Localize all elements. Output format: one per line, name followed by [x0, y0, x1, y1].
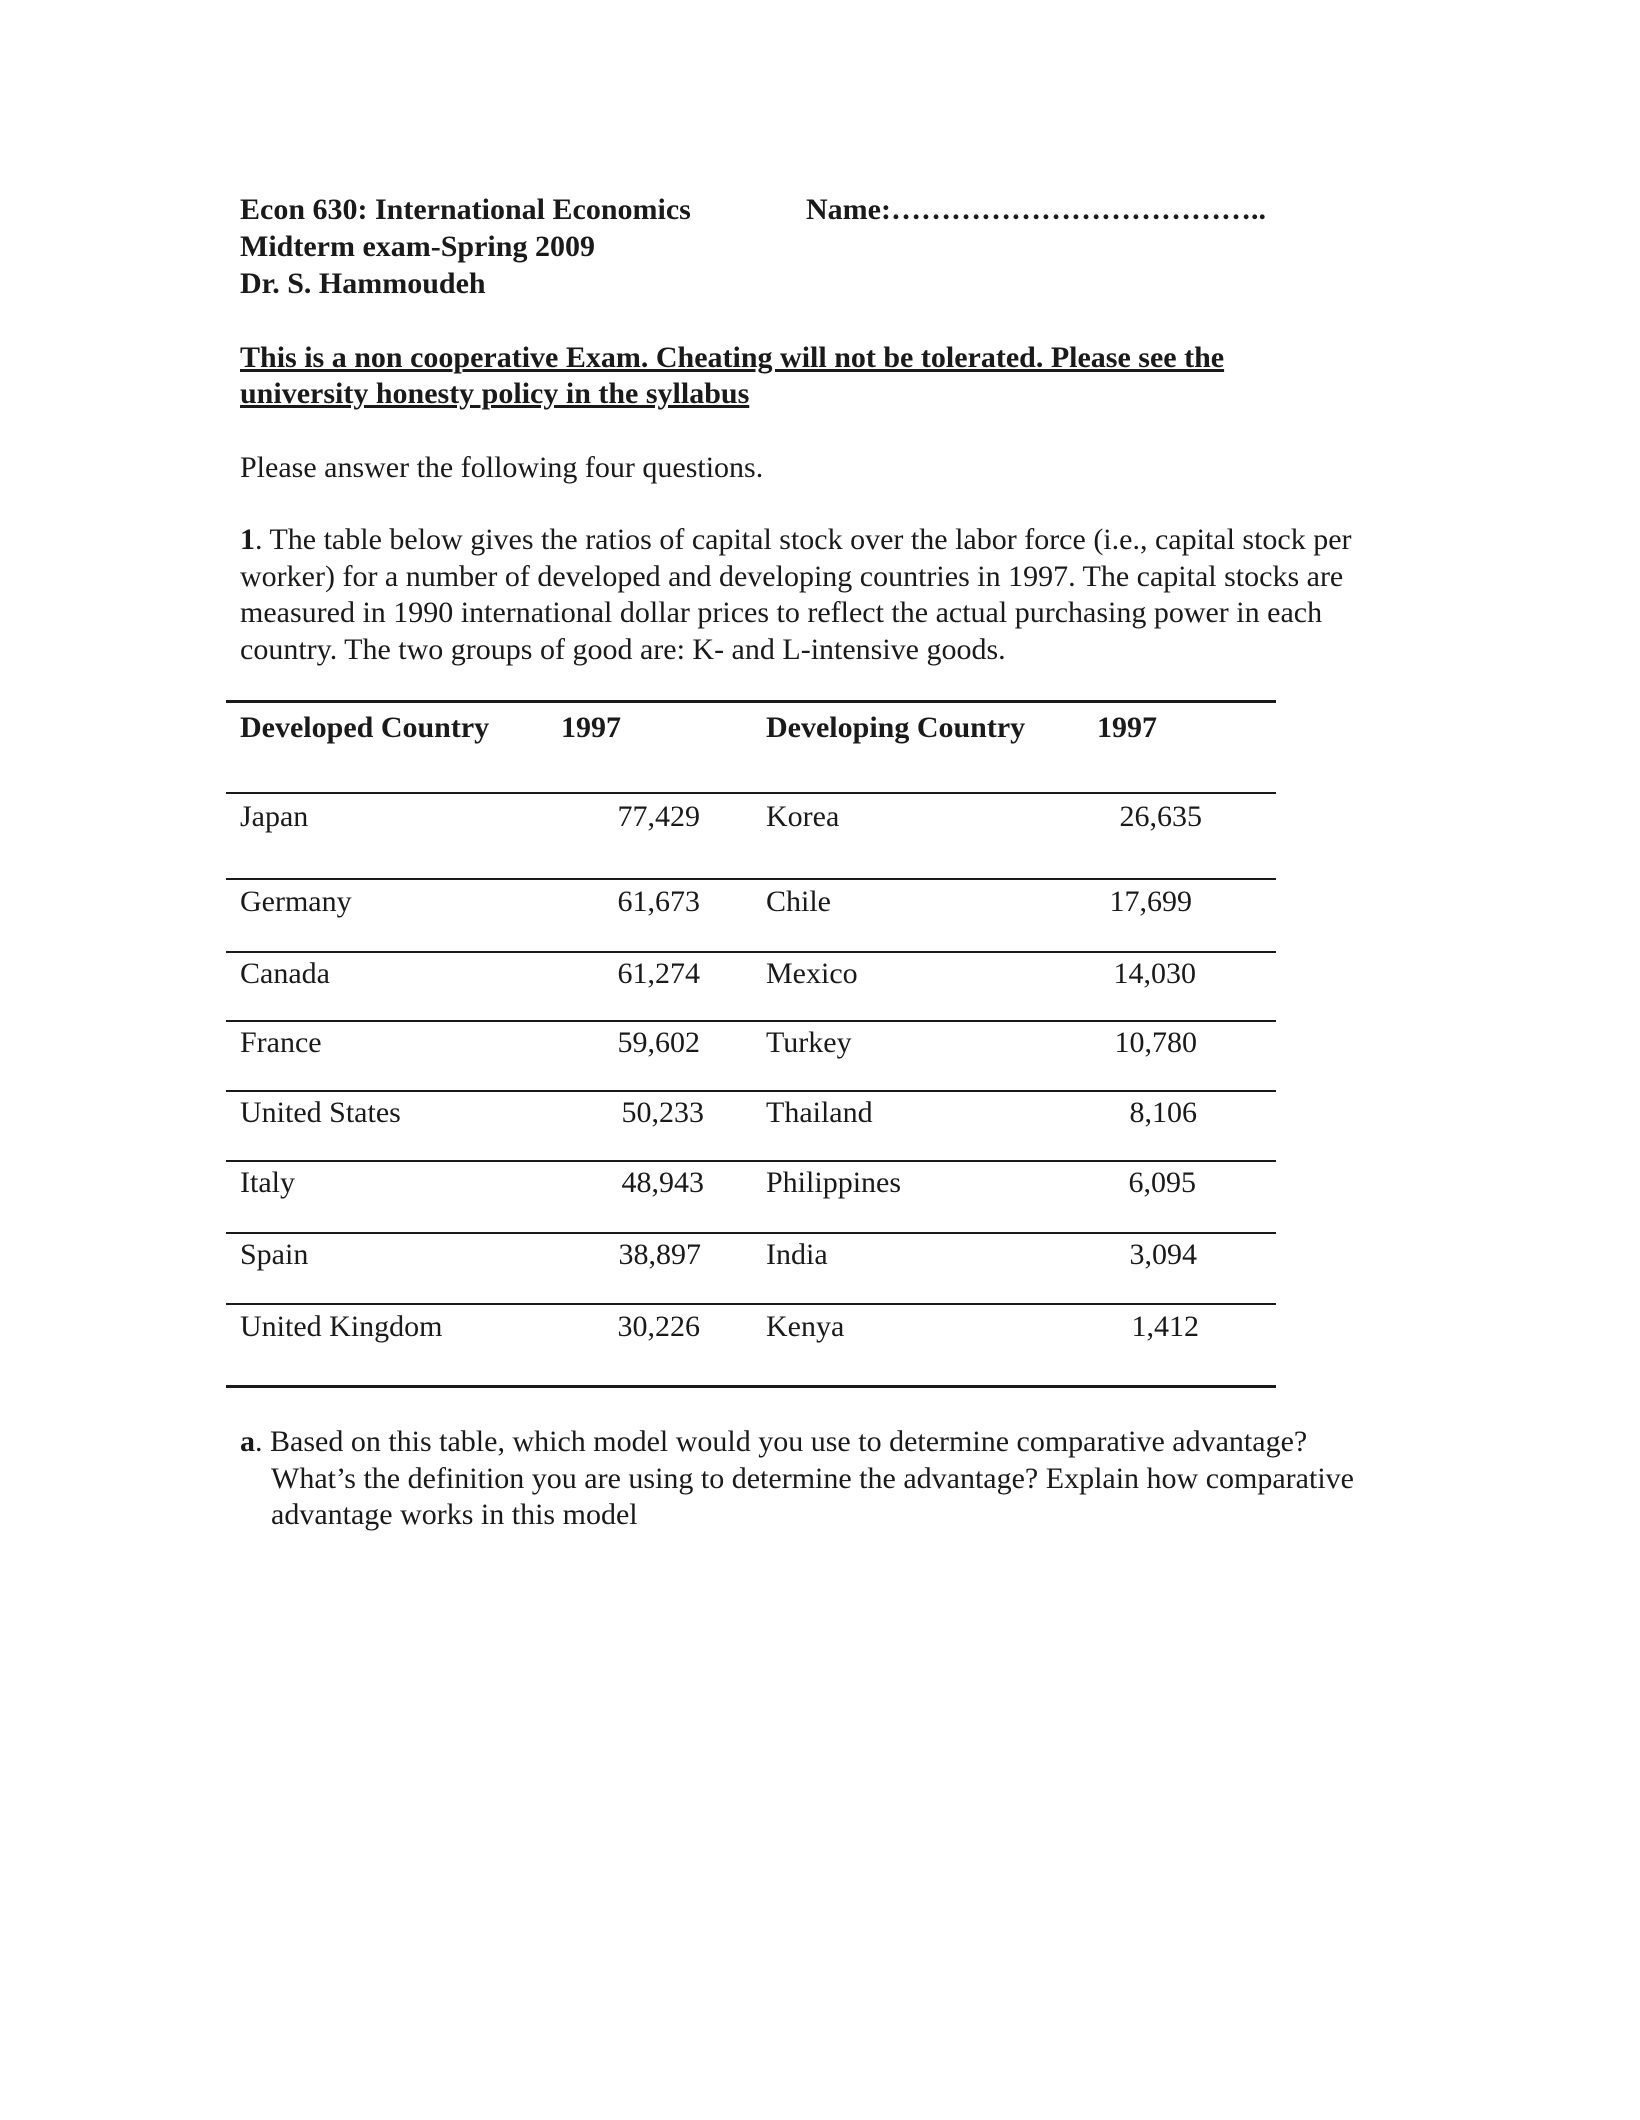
developing-country-cell: Thailand	[766, 1096, 873, 1129]
developing-country-cell: Chile	[766, 885, 831, 918]
developed-country-cell: France	[240, 1026, 322, 1059]
table-bottom-rule	[226, 1385, 1276, 1388]
developing-country-cell: Philippines	[766, 1166, 902, 1199]
question-a-text: . Based on this table, which model would you use to determine comparative advantage? What’s the definition you are using to determine the advantage? Explain how comparative advantage works in this model	[255, 1425, 1354, 1531]
row-rule	[226, 1160, 1276, 1162]
developed-value-cell: 61,673	[617, 885, 700, 918]
developed-country-cell: United Kingdom	[240, 1310, 443, 1343]
developing-value-cell: 26,635	[1119, 800, 1202, 833]
question-1	[240, 522, 1390, 668]
developed-value-cell: 59,602	[617, 1026, 700, 1059]
developing-value-cell: 8,106	[1129, 1096, 1197, 1129]
developing-country-cell: Mexico	[766, 957, 858, 990]
developed-value-cell: 48,943	[621, 1166, 704, 1199]
row-rule	[226, 1020, 1276, 1022]
developing-country-cell: Korea	[766, 800, 840, 833]
exam-title: Midterm exam-Spring 2009	[240, 230, 595, 263]
developing-value-cell: 1,412	[1131, 1310, 1199, 1343]
header-developed-year: 1997	[561, 711, 621, 744]
developed-country-cell: Germany	[240, 885, 352, 918]
header-developing-year: 1997	[1097, 711, 1157, 744]
question-1-number: 1	[240, 523, 255, 556]
developing-value-cell: 17,699	[1109, 885, 1192, 918]
row-rule	[226, 951, 1276, 953]
row-rule	[226, 1090, 1276, 1092]
question-a-letter: a	[240, 1425, 255, 1458]
developed-country-cell: Italy	[240, 1166, 295, 1199]
developed-country-cell: Japan	[240, 800, 309, 833]
developing-value-cell: 14,030	[1113, 957, 1196, 990]
developing-country-cell: Kenya	[766, 1310, 845, 1343]
table-top-rule	[226, 700, 1276, 703]
developed-value-cell: 30,226	[617, 1310, 700, 1343]
header-developing-country: Developing Country	[766, 711, 1026, 744]
developed-country-cell: United States	[240, 1096, 401, 1129]
honesty-warning: This is a non cooperative Exam. Cheating will not be tolerated. Please see the university honesty policy in the syllabus	[240, 341, 1225, 410]
row-rule	[226, 1232, 1276, 1234]
course-title: Econ 630: International Economics	[240, 193, 691, 226]
capital-stock-table	[226, 700, 1276, 1390]
developed-value-cell: 61,274	[617, 957, 700, 990]
developed-value-cell: 38,897	[618, 1238, 701, 1271]
developing-country-cell: Turkey	[766, 1026, 852, 1059]
table-header-rule	[226, 792, 1276, 794]
instructor-name: Dr. S. Hammoudeh	[240, 267, 486, 300]
developing-value-cell: 6,095	[1128, 1166, 1196, 1199]
developing-value-cell: 3,094	[1129, 1238, 1197, 1271]
instructions: Please answer the following four questions.	[240, 451, 764, 484]
developing-value-cell: 10,780	[1114, 1026, 1197, 1059]
developed-value-cell: 77,429	[617, 800, 700, 833]
question-a	[240, 1424, 1390, 1534]
header-developed-country: Developed Country	[240, 711, 490, 744]
question-1-text: . The table below gives the ratios of capital stock over the labor force (i.e., capital stock per worker) for a number of developed and developing countries in 1997. The capital stocks are measured in 1990 international dollar prices to reflect the actual purchasing power in each country. The two groups of good are: K- and L-intensive goods.	[240, 523, 1352, 666]
row-rule	[226, 1303, 1276, 1305]
developed-country-cell: Canada	[240, 957, 330, 990]
developing-country-cell: India	[766, 1238, 828, 1271]
developed-value-cell: 50,233	[621, 1096, 704, 1129]
row-rule	[226, 878, 1276, 880]
developed-country-cell: Spain	[240, 1238, 309, 1271]
student-name-field: Name:………………………………..	[806, 193, 1266, 226]
